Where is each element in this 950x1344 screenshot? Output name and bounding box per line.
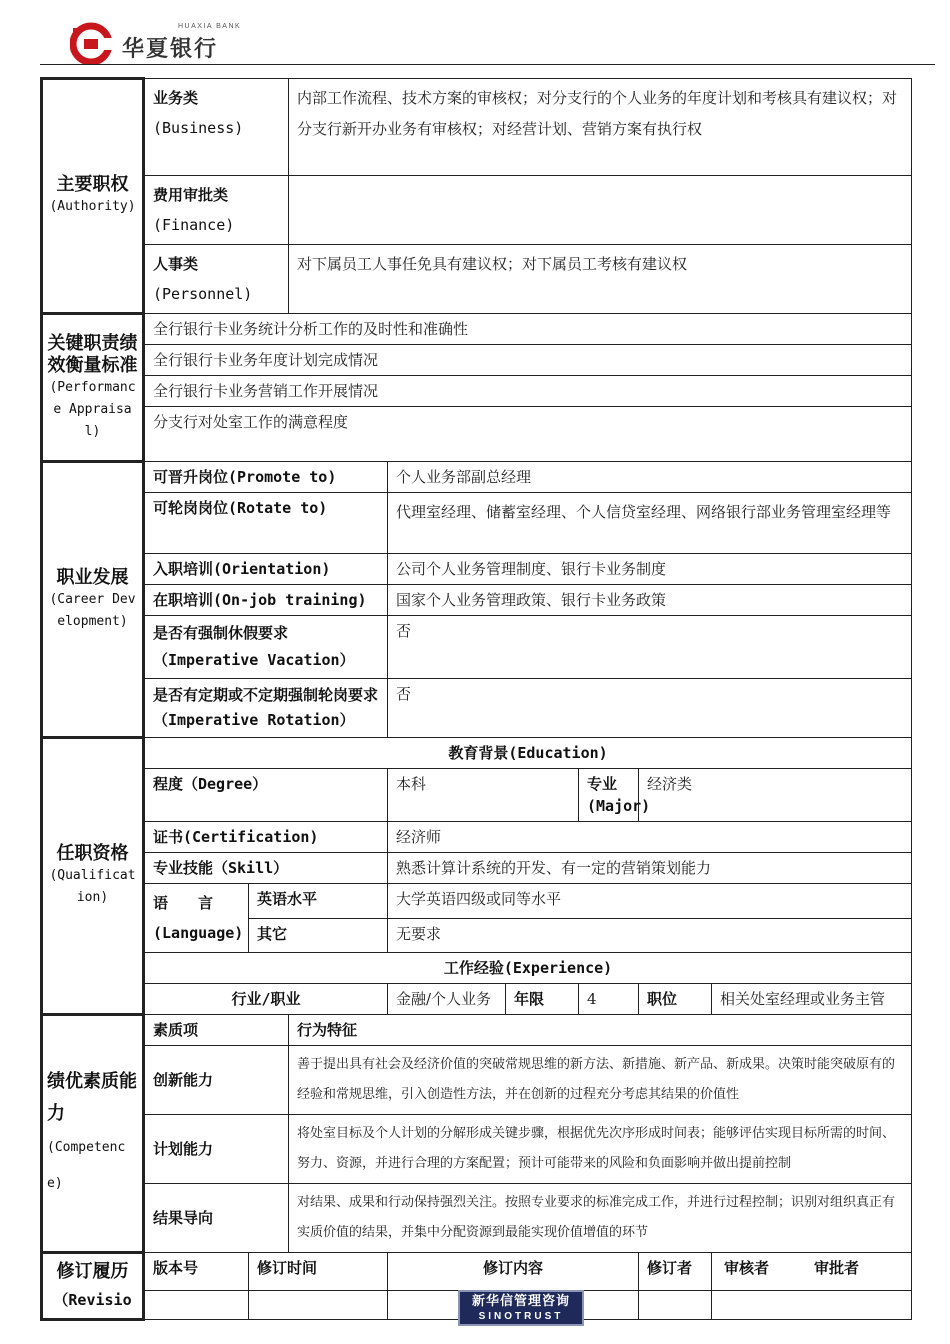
rotate-value: 代理室经理、储蓄室经理、个人信贷室经理、网络银行部业务管理室经理等 bbox=[388, 493, 912, 554]
qualification-section-header: 任职资格 (Qualification) bbox=[42, 738, 144, 1015]
certification-value: 经济师 bbox=[388, 822, 912, 853]
experience-title: 工作经验(Experience) bbox=[144, 953, 912, 984]
years-value: 4 bbox=[579, 984, 639, 1015]
job-description-table: 主要职权 (Authority) 业务类 (Business) 内部工作流程、技术方案的审核权；对分支行的个人业务的年度计划和考核具有建议权；对分支行新开办业务有审核权；对经营计划、营销方案有执行权 费用审批类 (Finance) 人事类 (Personnel) 对下属员工人事任免具有建议权；对下属员工考核有建议权 关键职责绩效衡量标准 (Performance Appraisal) 全行银行卡业务统计分析工作的及时性和准确性 全行银行卡业务年度计划完成情况 全行银行卡业务营销工作开展情况 分支行对处室工作的满意程度 职业发展 (Career Development) 可晋升岗位(Promote to) 个人业务部副总经理 可轮岗岗位(Rotate to) 代理室经理、储蓄室经理、个人信贷室经理、网络银行部业务管理室经理等 入职培训(Orientation) 公司个人业务管理制度、银行卡业务制度 在职培训(On-job training) 国家个人业务管理政策、银行卡业务政策 是否有强制休假要求（Imperative Vacation） 否 是否有定期或不定期强制轮岗要求（Imperative Rotation） 否 任职资格 (Qualification) 教育背景(Education) 程度（Degree） 本科 专业(Major) 经济类 证书(Certification) 经济师 专业技能（Skill） 熟悉计算计系统的开发、有一定的营销策划能力 语 言 (Language) 英语水平 大学英语四级或同等水平 其它 无要求 工作经验(Experience) 行业/职业 金融/个人业务 年限 4 职位 相关处室经理或业务主管 绩优素质能力 (Competence) 素质项 行为特征 创新能力 善于提出具有社会及经济价值的突破常规思维的新方法、新措施、新产品、新成果。决策时能突破原有的经验和常规思维，引入创造性方法，并在创新的过程充分考虑其结果的价值性 计划能力 将处室目标及个人计划的分解形成关键步骤，根据优先次序形成时间表；能够评估实现目标所需的时间、努力、资源，并进行合理的方案配置；预计可能带来的风险和负面影响并做出提前控制 结果导向 对结果、成果和行动保持强烈关注。按照专业要求的标准完成工作，并进行过程控制；识别对组织真正有实质价值的结果，并集中分配资源到最能实现价值增值的环节 修订履历 （Revisio 版本号 修订时间 修订内容 修订者 审核者 审批者 bbox=[40, 77, 912, 1321]
kpi-item: 分支行对处室工作的满意程度 bbox=[144, 407, 912, 462]
authority-personnel-value: 对下属员工人事任免具有建议权；对下属员工考核有建议权 bbox=[289, 245, 912, 314]
authority-finance-value bbox=[289, 176, 912, 245]
kpi-section-header: 关键职责绩效衡量标准 (Performance Appraisal) bbox=[42, 314, 144, 462]
authority-row-business: 主要职权 (Authority) 业务类 (Business) 内部工作流程、技术方案的审核权；对分支行的个人业务的年度计划和考核具有建议权；对分支行新开办业务有审核权；对经营计划、营销方案有执行权 bbox=[42, 79, 912, 176]
rotation-value: 否 bbox=[388, 679, 912, 738]
skill-value: 熟悉计算计系统的开发、有一定的营销策划能力 bbox=[388, 853, 912, 884]
bank-name-cn: 华夏银行 bbox=[122, 37, 219, 62]
career-section-header: 职业发展 (Career Development) bbox=[42, 462, 144, 738]
degree-value: 本科 bbox=[388, 769, 579, 822]
competence-desc: 善于提出具有社会及经济价值的突破常规思维的新方法、新措施、新产品、新成果。决策时能突破原有的经验和常规思维，引入创造性方法，并在创新的过程充分考虑其结果的价值性 bbox=[289, 1046, 912, 1115]
competence-desc: 将处室目标及个人计划的分解形成关键步骤，根据优先次序形成时间表；能够评估实现目标所需的时间、努力、资源，并进行合理的方案配置；预计可能带来的风险和负面影响并做出提前控制 bbox=[289, 1115, 912, 1184]
authority-row-personnel: 人事类 (Personnel) 对下属员工人事任免具有建议权；对下属员工考核有建议权 bbox=[42, 245, 912, 314]
authority-row-finance: 费用审批类 (Finance) bbox=[42, 176, 912, 245]
position-value: 相关处室经理或业务主管 bbox=[712, 984, 912, 1015]
page-header bbox=[70, 22, 950, 64]
kpi-item: 全行银行卡业务营销工作开展情况 bbox=[144, 376, 912, 407]
kpi-item: 全行银行卡业务年度计划完成情况 bbox=[144, 345, 912, 376]
onjob-training-value: 国家个人业务管理政策、银行卡业务政策 bbox=[388, 585, 912, 616]
education-title: 教育背景(Education) bbox=[144, 738, 912, 769]
promote-value: 个人业务部副总经理 bbox=[388, 462, 912, 493]
authority-section-header: 主要职权 (Authority) bbox=[42, 79, 144, 314]
competence-desc: 对结果、成果和行动保持强烈关注。按照专业要求的标准完成工作，并进行过程控制；识别对组织真正有实质价值的结果，并集中分配资源到最能实现价值增值的环节 bbox=[289, 1184, 912, 1253]
orientation-value: 公司个人业务管理制度、银行卡业务制度 bbox=[388, 554, 912, 585]
major-value: 经济类 bbox=[639, 769, 912, 822]
english-value: 大学英语四级或同等水平 bbox=[388, 884, 912, 919]
header-divider bbox=[40, 64, 935, 65]
bank-name-en: HUAXIA BANK bbox=[178, 23, 242, 30]
authority-business-value: 内部工作流程、技术方案的审核权；对分支行的个人业务的年度计划和考核具有建议权；对分支行新开办业务有审核权；对经营计划、营销方案有执行权 bbox=[289, 79, 912, 176]
other-value: 无要求 bbox=[388, 918, 912, 953]
sinotrust-logo: 新华信管理咨询 SINOTRUST bbox=[458, 1290, 584, 1326]
kpi-item: 全行银行卡业务统计分析工作的及时性和准确性 bbox=[144, 314, 912, 345]
competence-section-header: 绩优素质能力 (Competence) bbox=[42, 1015, 144, 1253]
industry-value: 金融/个人业务 bbox=[388, 984, 506, 1015]
vacation-value: 否 bbox=[388, 616, 912, 679]
huaxia-logo-icon bbox=[70, 22, 112, 64]
revision-section-header: 修订履历 （Revisio bbox=[42, 1253, 144, 1320]
